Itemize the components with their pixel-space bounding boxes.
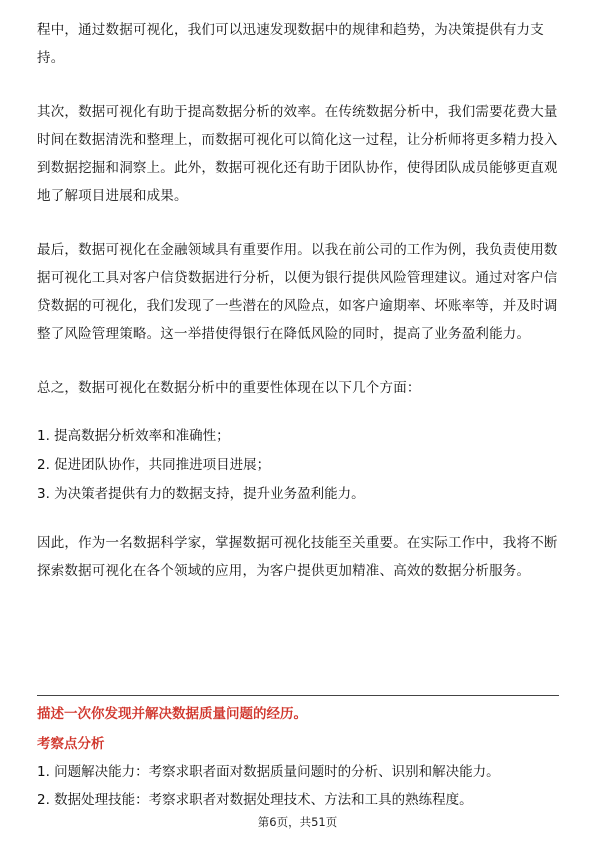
list-item: 2. 促进团队协作，共同推进项目进展； bbox=[37, 457, 271, 473]
paragraph-conclusion-support: 程中，通过数据可视化，我们可以迅速发现数据中的规律和趋势，为决策提供有力支持。 bbox=[37, 22, 544, 66]
analysis-point: 1. 问题解决能力：考察求职者面对数据质量问题时的分析、识别和解决能力。 bbox=[37, 764, 500, 780]
list-item: 1. 提高数据分析效率和准确性； bbox=[37, 428, 230, 444]
paragraph-finance: 最后，数据可视化在金融领域具有重要作用。以我在前公司的工作为例，我负责使用数据可视化工具对客户信贷数据进行分析，以便为银行提供风险管理建议。通过对客户信贷数据的可视化，我们发现了一些潜在的风险点，如客户逾期率、坏账率等，并及时调整了风险管理策略。这一举措使得银行在降低风险的同时，提高了业务盈利能力。 bbox=[37, 242, 558, 342]
paragraph-summary: 总之，数据可视化在数据分析中的重要性体现在以下几个方面： bbox=[37, 380, 421, 396]
analysis-title: 考察点分析 bbox=[37, 736, 105, 752]
section-divider bbox=[37, 695, 559, 696]
analysis-point: 2. 数据处理技能：考察求职者对数据处理技术、方法和工具的熟练程度。 bbox=[37, 792, 473, 808]
page-number: 第6页，共51页 bbox=[257, 815, 338, 829]
document-body bbox=[37, 16, 559, 585]
list-item: 3. 为决策者提供有力的数据支持，提升业务盈利能力。 bbox=[37, 486, 365, 502]
summary-list bbox=[37, 422, 559, 509]
paragraph-efficiency: 其次，数据可视化有助于提高数据分析的效率。在传统数据分析中，我们需要花费大量时间在数据清洗和整理上，而数据可视化可以简化这一过程，让分析师将更多精力投入到数据挖掘和洞察上。此外，数据可视化还有助于团队协作，使得团队成员能够更直观地了解项目进展和成果。 bbox=[37, 104, 558, 204]
interview-question: 描述一次你发现并解决数据质量问题的经历。 bbox=[37, 706, 307, 722]
paragraph-closing: 因此，作为一名数据科学家，掌握数据可视化技能至关重要。在实际工作中，我将不断探索数据可视化在各个领域的应用，为客户提供更加精准、高效的数据分析服务。 bbox=[37, 535, 558, 579]
